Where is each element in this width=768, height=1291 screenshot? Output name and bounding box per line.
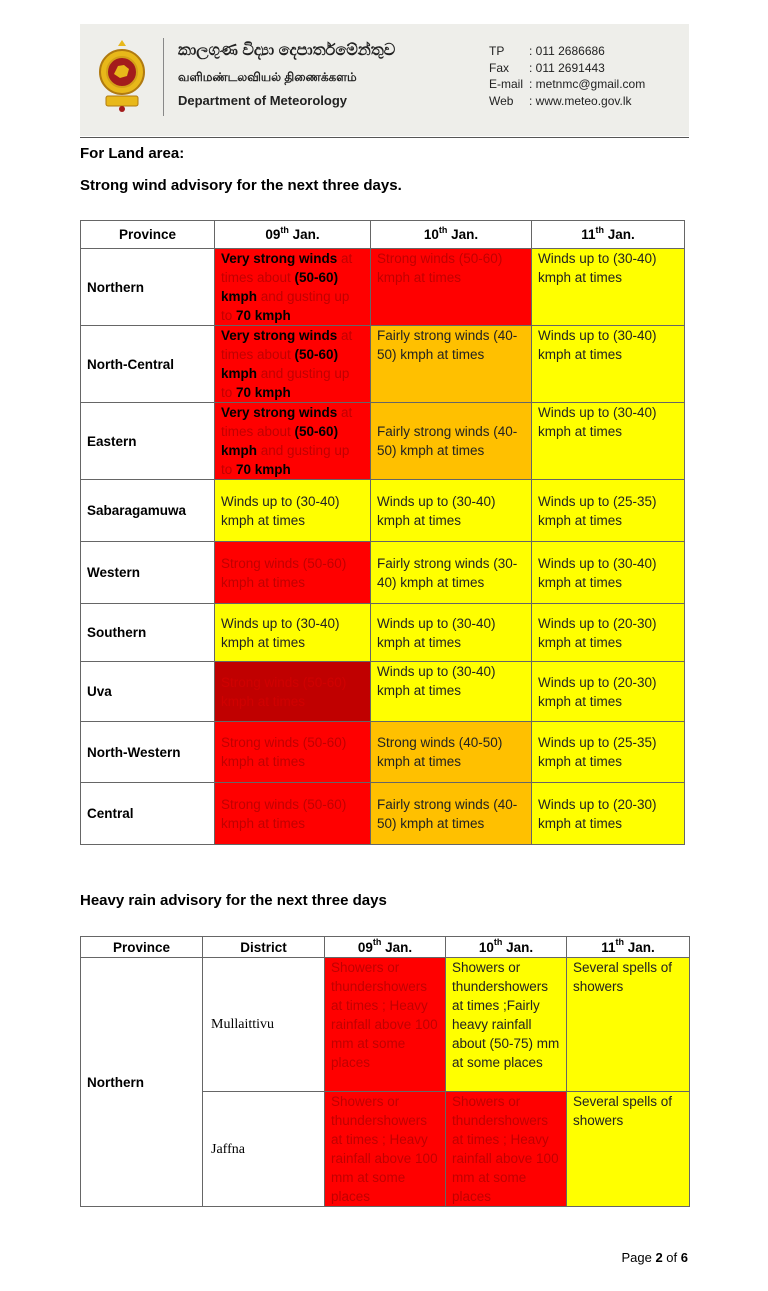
col-day2: 10th Jan. <box>371 221 532 249</box>
advisory-cell: Strong winds (50-60) kmph at times <box>215 783 371 845</box>
table-row <box>81 722 685 783</box>
col-province: Province <box>81 937 203 958</box>
contact-tp: TP : 011 2686686 <box>489 44 605 58</box>
advisory-cell: Showers or thundershowers at times ;Fairly heavy rainfall about (50-75) mm at some places <box>446 958 567 1092</box>
advisory-cell: Very strong winds at times about (50-60) kmph and gusting up to 70 kmph <box>215 326 371 403</box>
advisory-cell: Showers or thundershowers at times ; Heavy rainfall above 100 mm at some places <box>325 1092 446 1207</box>
table-row <box>81 480 685 542</box>
wind-advisory-table <box>80 220 685 845</box>
contact-block <box>489 43 645 109</box>
advisory-cell: Winds up to (20-30) kmph at times <box>532 662 685 722</box>
table-row <box>81 958 690 1092</box>
province-cell: North-Western <box>81 722 215 783</box>
province-cell: Central <box>81 783 215 845</box>
advisory-cell: Fairly strong winds (40-50) kmph at times <box>371 326 532 403</box>
table-row <box>81 662 685 722</box>
table-row <box>81 783 685 845</box>
advisory-cell: Strong winds (50-60) kmph at times <box>215 542 371 604</box>
advisory-cell: Several spells of showers <box>567 1092 690 1207</box>
advisory-cell: Strong winds (50-60) kmph at times <box>215 662 371 722</box>
col-day1: 09th Jan. <box>215 221 371 249</box>
land-area-heading: For Land area: <box>80 145 185 162</box>
col-province: Province <box>81 221 215 249</box>
col-day2: 10th Jan. <box>446 937 567 958</box>
table-row <box>81 604 685 662</box>
province-cell: Eastern <box>81 403 215 480</box>
org-name-tamil: வளிமண்டலவியல் திணைக்களம் <box>178 70 357 84</box>
col-day1: 09th Jan. <box>325 937 446 958</box>
org-name-english: Department of Meteorology <box>178 93 348 108</box>
contact-web: Web : www.meteo.gov.lk <box>489 93 632 108</box>
advisory-cell: Winds up to (30-40) kmph at times <box>532 249 685 326</box>
province-cell: Northern <box>81 249 215 326</box>
page-number: Page 2 of 6 <box>621 1250 688 1265</box>
org-name-sinhala: කාලගුණ විද්‍යා දෙපාර්තමේන්තුව <box>178 42 396 59</box>
province-cell: Sabaragamuwa <box>81 480 215 542</box>
advisory-cell: Strong winds (50-60) kmph at times <box>371 249 532 326</box>
contact-email: E-mail : metnmc@gmail.com <box>489 77 646 91</box>
advisory-cell: Very strong winds at times about (50-60) kmph and gusting up to 70 kmph <box>215 403 371 480</box>
district-cell: Jaffna <box>203 1092 325 1207</box>
advisory-cell: Very strong winds at times about (50-60) kmph and gusting up to 70 kmph <box>215 249 371 326</box>
advisory-cell: Winds up to (20-30) kmph at times <box>532 604 685 662</box>
rain-advisory-heading: Heavy rain advisory for the next three days <box>80 892 387 909</box>
province-cell: Northern <box>81 958 203 1207</box>
table-row <box>81 249 685 326</box>
advisory-cell: Fairly strong winds (40-50) kmph at times <box>371 403 532 480</box>
advisory-cell: Winds up to (30-40) kmph at times <box>215 480 371 542</box>
header-divider <box>163 38 164 116</box>
col-district: District <box>203 937 325 958</box>
table-row <box>81 403 685 480</box>
advisory-cell: Winds up to (30-40) kmph at times <box>532 542 685 604</box>
table-row <box>81 542 685 604</box>
province-cell: Western <box>81 542 215 604</box>
advisory-cell: Winds up to (30-40) kmph at times <box>215 604 371 662</box>
province-cell: Southern <box>81 604 215 662</box>
advisory-cell: Winds up to (30-40) kmph at times <box>371 662 532 722</box>
col-day3: 11th Jan. <box>532 221 685 249</box>
advisory-cell: Winds up to (30-40) kmph at times <box>371 480 532 542</box>
advisory-cell: Winds up to (30-40) kmph at times <box>532 403 685 480</box>
advisory-cell: Showers or thundershowers at times ; Heavy rainfall above 100 mm at some places <box>325 958 446 1092</box>
advisory-cell: Strong winds (40-50) kmph at times <box>371 722 532 783</box>
advisory-cell: Fairly strong winds (40-50) kmph at times <box>371 783 532 845</box>
col-day3: 11th Jan. <box>567 937 690 958</box>
advisory-cell: Showers or thundershowers at times ; Heavy rainfall above 100 mm at some places <box>446 1092 567 1207</box>
rain-advisory-table <box>80 936 690 1207</box>
advisory-cell: Fairly strong winds (30-40) kmph at times <box>371 542 532 604</box>
advisory-cell: Winds up to (30-40) kmph at times <box>371 604 532 662</box>
advisory-cell: Winds up to (25-35) kmph at times <box>532 722 685 783</box>
wind-advisory-heading: Strong wind advisory for the next three days. <box>80 177 402 194</box>
province-cell: North-Central <box>81 326 215 403</box>
sri-lanka-emblem-icon <box>96 38 148 114</box>
table-header-row <box>81 937 690 958</box>
province-cell: Uva <box>81 662 215 722</box>
district-cell: Mullaittivu <box>203 958 325 1092</box>
advisory-cell: Winds up to (25-35) kmph at times <box>532 480 685 542</box>
advisory-cell: Winds up to (30-40) kmph at times <box>532 326 685 403</box>
advisory-cell: Winds up to (20-30) kmph at times <box>532 783 685 845</box>
table-row <box>81 326 685 403</box>
advisory-cell: Several spells of showers <box>567 958 690 1092</box>
contact-fax: Fax : 011 2691443 <box>489 60 605 75</box>
advisory-cell: Strong winds (50-60) kmph at times <box>215 722 371 783</box>
header-rule <box>80 137 689 138</box>
table-header-row <box>81 221 685 249</box>
